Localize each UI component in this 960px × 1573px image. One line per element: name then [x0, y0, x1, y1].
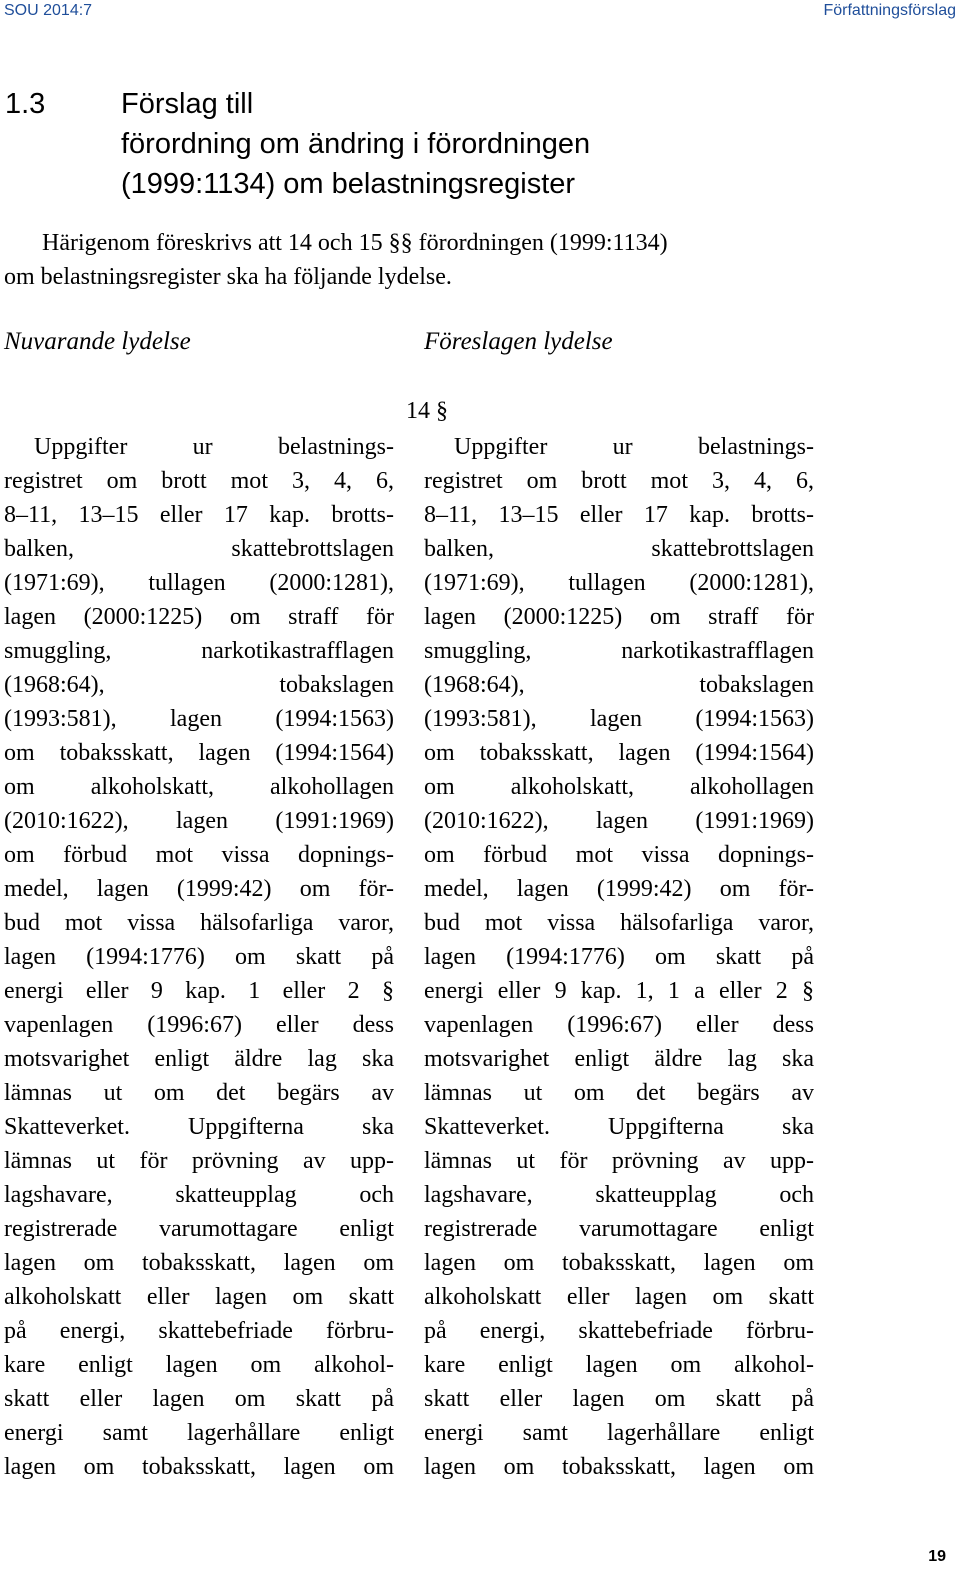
text-line: (1968:64), tobakslagen — [4, 672, 394, 698]
text-line: lagen om tobaksskatt, lagen om — [4, 1454, 394, 1480]
text-line: lämnas ut för prövning av upp- — [424, 1148, 814, 1174]
intro-line: om belastningsregister ska ha följande lydelse. — [4, 264, 452, 290]
intro-line: Härigenom föreskrivs att 14 och 15 §§ förordningen (1999:1134) — [42, 230, 668, 256]
text-line: om förbud mot vissa dopnings- — [4, 842, 394, 868]
section-title-line: Förslag till — [121, 88, 254, 120]
text-line: medel, lagen (1999:42) om för- — [4, 876, 394, 902]
text-line: skatt eller lagen om skatt på — [4, 1386, 394, 1412]
text-line: balken, skattebrottslagen — [4, 536, 394, 562]
text-line: om alkoholskatt, alkohollagen — [424, 774, 814, 800]
text-line: lämnas ut för prövning av upp- — [4, 1148, 394, 1174]
text-line: på energi, skattebefriade förbru- — [4, 1318, 394, 1344]
current-wording-column — [4, 430, 394, 1484]
text-line: skatt eller lagen om skatt på — [424, 1386, 814, 1412]
text-line: medel, lagen (1999:42) om för- — [424, 876, 814, 902]
text-line: Skatteverket. Uppgifterna ska — [4, 1114, 394, 1140]
text-line: lagen om tobaksskatt, lagen om — [4, 1250, 394, 1276]
text-line: (1993:581), lagen (1994:1563) — [4, 706, 394, 732]
text-line: alkoholskatt eller lagen om skatt — [4, 1284, 394, 1310]
text-line: lagshavare, skatteupplag och — [424, 1182, 814, 1208]
text-line: (2010:1622), lagen (1991:1969) — [4, 808, 394, 834]
page-number: 19 — [928, 1548, 946, 1565]
section-number: 1.3 — [5, 88, 46, 120]
text-line: bud mot vissa hälsofarliga varor, — [4, 910, 394, 936]
text-line: kare enligt lagen om alkohol- — [424, 1352, 814, 1378]
text-line: registret om brott mot 3, 4, 6, — [4, 468, 394, 494]
text-line: lagen (1994:1776) om skatt på — [424, 944, 814, 970]
text-line: lagen (1994:1776) om skatt på — [4, 944, 394, 970]
section-title-line: (1999:1134) om belastningsregister — [121, 168, 576, 200]
text-line: vapenlagen (1996:67) eller dess — [4, 1012, 394, 1038]
text-line: om alkoholskatt, alkohollagen — [4, 774, 394, 800]
text-line: lagen (2000:1225) om straff för — [424, 604, 814, 630]
text-line: (1993:581), lagen (1994:1563) — [424, 706, 814, 732]
text-line: lagshavare, skatteupplag och — [4, 1182, 394, 1208]
text-line: energi eller 9 kap. 1, 1 a eller 2 § — [424, 978, 814, 1004]
text-line: kare enligt lagen om alkohol- — [4, 1352, 394, 1378]
text-line: smuggling, narkotikastrafflagen — [4, 638, 394, 664]
text-line: (1971:69), tullagen (2000:1281), — [424, 570, 814, 596]
text-line: om tobaksskatt, lagen (1994:1564) — [424, 740, 814, 766]
text-line: registrerade varumottagare enligt — [424, 1216, 814, 1242]
current-wording-title: Nuvarande lydelse — [4, 328, 191, 355]
text-line: Uppgifter ur belastnings- — [454, 434, 814, 460]
proposed-wording-column — [424, 430, 814, 1484]
text-line: vapenlagen (1996:67) eller dess — [424, 1012, 814, 1038]
section-title-line: förordning om ändring i förordningen — [121, 128, 591, 160]
text-line: lämnas ut om det begärs av — [424, 1080, 814, 1106]
text-line: lagen (2000:1225) om straff för — [4, 604, 394, 630]
text-line: energi eller 9 kap. 1 eller 2 § — [4, 978, 394, 1004]
text-line: bud mot vissa hälsofarliga varor, — [424, 910, 814, 936]
text-line: på energi, skattebefriade förbru- — [424, 1318, 814, 1344]
text-line: motsvarighet enligt äldre lag ska — [424, 1046, 814, 1072]
text-line: om tobaksskatt, lagen (1994:1564) — [4, 740, 394, 766]
text-line: (1971:69), tullagen (2000:1281), — [4, 570, 394, 596]
text-line: 8–11, 13–15 eller 17 kap. brotts- — [424, 502, 814, 528]
text-line: motsvarighet enligt äldre lag ska — [4, 1046, 394, 1072]
text-line: balken, skattebrottslagen — [424, 536, 814, 562]
text-line: energi samt lagerhållare enligt — [4, 1420, 394, 1446]
text-line: (2010:1622), lagen (1991:1969) — [424, 808, 814, 834]
text-line: alkoholskatt eller lagen om skatt — [424, 1284, 814, 1310]
section-title — [121, 84, 881, 204]
paragraph-mark: 14 § — [406, 398, 448, 424]
text-line: smuggling, narkotikastrafflagen — [424, 638, 814, 664]
report-id: SOU 2014:7 — [4, 2, 93, 19]
text-line: energi samt lagerhållare enligt — [424, 1420, 814, 1446]
intro-paragraph — [4, 226, 816, 294]
text-line: registret om brott mot 3, 4, 6, — [424, 468, 814, 494]
text-line: registrerade varumottagare enligt — [4, 1216, 394, 1242]
text-line: lagen om tobaksskatt, lagen om — [424, 1454, 814, 1480]
text-line: Skatteverket. Uppgifterna ska — [424, 1114, 814, 1140]
text-line: lagen om tobaksskatt, lagen om — [424, 1250, 814, 1276]
text-line: 8–11, 13–15 eller 17 kap. brotts- — [4, 502, 394, 528]
proposed-wording-title: Föreslagen lydelse — [424, 328, 613, 355]
running-header — [0, 0, 960, 40]
text-line: (1968:64), tobakslagen — [424, 672, 814, 698]
text-line: lämnas ut om det begärs av — [4, 1080, 394, 1106]
text-line: om förbud mot vissa dopnings- — [424, 842, 814, 868]
chapter-label: Författningsförslag — [823, 2, 956, 19]
text-line: Uppgifter ur belastnings- — [34, 434, 394, 460]
